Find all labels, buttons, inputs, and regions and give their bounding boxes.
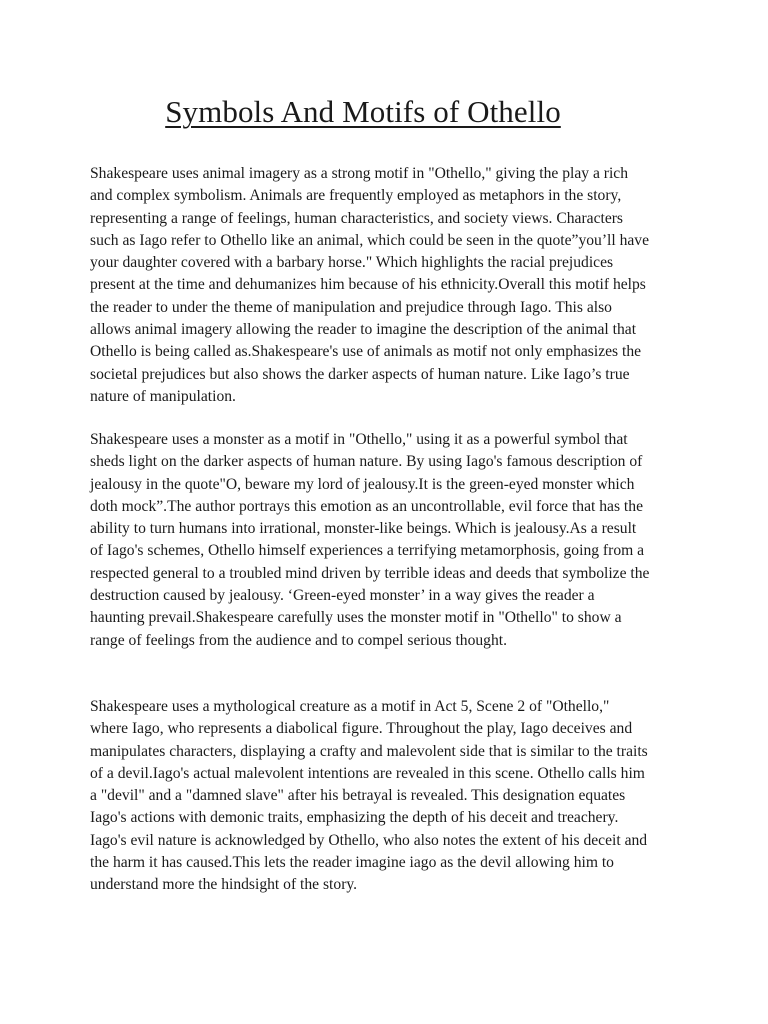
paragraph-mythological-creature: Shakespeare uses a mythological creature as a motif in Act 5, Scene 2 of "Othello," where Iago, who represents a diabolical figure. Throughout the play, Iago deceives and manipulates characters, displaying a crafty and malevolent side that is similar to the traits of a devil.Iago's actual malevolent intentions are revealed in this scene. Othello calls him a "devil" and a "damned slave" after his betrayal is revealed. This designation equates Iago's actions with demonic traits, emphasizing the depth of his deceit and treachery. Iago's evil nature is acknowledged by Othello, who also notes the extent of his deceit and the harm it has caused.This lets the reader imagine iago as the devil allowing him to understand more the hindsight of the story. <box>90 698 648 894</box>
paragraph-monster-motif: Shakespeare uses a monster as a motif in "Othello," using it as a powerful symbol that sheds light on the darker aspects of human nature. By using Iago's famous description of jealousy in the quote"O, beware my lord of jealousy.It is the green-eyed monster which doth mock”.The author portrays this emotion as an uncontrollable, evil force that has the ability to turn humans into irrational, monster-like beings. Which is jealousy.As a result of Iago's schemes, Othello himself experiences a terrifying metamorphosis, going from a respected general to a troubled mind driven by terrible ideas and deeds that symbolize the destruction caused by jealousy. ‘Green-eyed monster’ in a way gives the reader a haunting prevail.Shakespeare carefully uses the monster motif in "Othello" to show a range of feelings from the audience and to compel serious thought. <box>90 431 650 649</box>
paragraph-animal-imagery: Shakespeare uses animal imagery as a strong motif in "Othello," giving the play a rich and complex symbolism. Animals are frequently employed as metaphors in the story, representing a range of feelings, human characteristics, and society views. Characters such as Iago refer to Othello like an animal, which could be seen in the quote”you’ll have your daughter covered with a barbary horse." Which highlights the racial prejudices present at the time and dehumanizes him because of his ethnicity.Overall this motif helps the reader to under the theme of manipulation and prejudice through Iago. This also allows animal imagery allowing the reader to imagine the description of the animal that Othello is being called as.Shakespeare's use of animals as motif not only emphasizes the societal prejudices but also shows the darker aspects of human nature. Like Iago’s true nature of manipulation. <box>90 165 650 405</box>
page-title: Symbols And Motifs of Othello <box>165 94 561 129</box>
